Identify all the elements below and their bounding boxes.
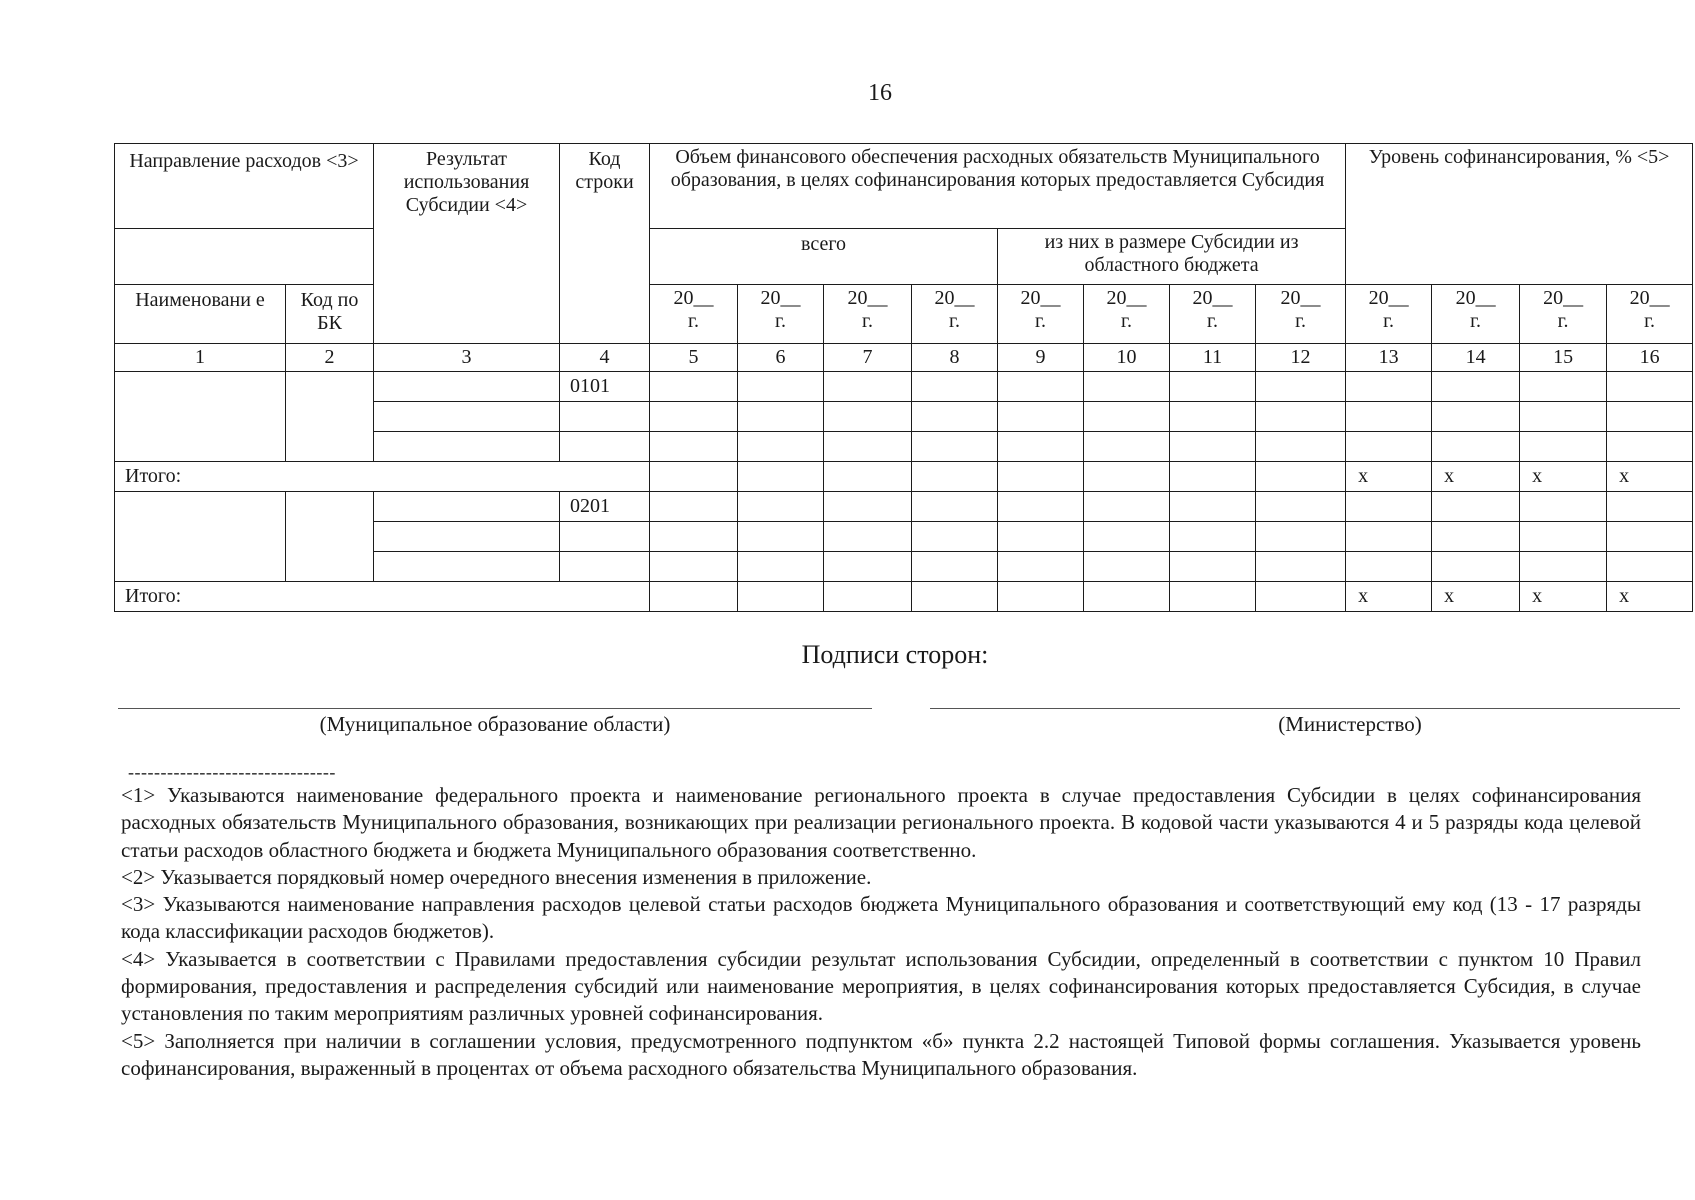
table-row [115, 372, 1693, 402]
value-cell[interactable] [650, 372, 738, 402]
value-cell[interactable] [650, 462, 738, 492]
column-number: 10 [1084, 344, 1170, 372]
year-header: 20__ г. [1256, 285, 1346, 344]
value-cell[interactable] [1084, 372, 1170, 402]
value-cell[interactable] [1346, 492, 1432, 522]
value-cell[interactable] [1346, 432, 1432, 462]
direction-name-cell[interactable] [115, 372, 286, 462]
value-cell[interactable] [1520, 492, 1607, 522]
footnote-2: <2> Указывается порядковый номер очередного внесения изменения в приложение. [121, 864, 872, 889]
value-cell[interactable] [1170, 582, 1256, 612]
value-cell[interactable] [824, 432, 912, 462]
value-cell[interactable] [738, 432, 824, 462]
code-cell[interactable] [560, 552, 650, 582]
total-mark: x [1607, 582, 1693, 612]
code-cell[interactable] [560, 402, 650, 432]
header-code: Код строки [560, 144, 650, 344]
value-cell[interactable] [1520, 402, 1607, 432]
value-cell[interactable] [1346, 552, 1432, 582]
header-result: Результат использования Субсидии <4> [374, 144, 560, 344]
column-number: 11 [1170, 344, 1256, 372]
value-cell[interactable] [1170, 372, 1256, 402]
column-number: 5 [650, 344, 738, 372]
value-cell[interactable] [1607, 402, 1693, 432]
ministry-signature-line[interactable] [930, 708, 1680, 709]
value-cell[interactable] [1607, 492, 1693, 522]
year-header: 20__ г. [1170, 285, 1256, 344]
value-cell[interactable] [738, 522, 824, 552]
value-cell[interactable] [1607, 552, 1693, 582]
row-code: 0201 [560, 492, 650, 522]
value-cell[interactable] [1170, 552, 1256, 582]
value-cell[interactable] [1256, 522, 1346, 552]
value-cell[interactable] [1432, 492, 1520, 522]
subsidy-table [114, 143, 1693, 612]
value-cell[interactable] [650, 402, 738, 432]
value-cell[interactable] [1256, 582, 1346, 612]
year-header: 20__ г. [738, 285, 824, 344]
year-header: 20__ г. [1084, 285, 1170, 344]
column-number: 16 [1607, 344, 1693, 372]
row-code: 0101 [560, 372, 650, 402]
year-header: 20__ г. [1346, 285, 1432, 344]
value-cell[interactable] [912, 492, 998, 522]
total-mark: x [1346, 582, 1432, 612]
value-cell[interactable] [998, 372, 1084, 402]
value-cell[interactable] [1520, 432, 1607, 462]
value-cell[interactable] [1256, 552, 1346, 582]
value-cell[interactable] [650, 552, 738, 582]
total-row [115, 582, 1693, 612]
footnotes [121, 782, 1641, 1082]
value-cell[interactable] [824, 522, 912, 552]
header-from-regional: из них в размере Субсидии из областного бюджета [998, 229, 1346, 285]
value-cell[interactable] [738, 492, 824, 522]
total-mark: x [1432, 462, 1520, 492]
value-cell[interactable] [824, 372, 912, 402]
result-cell[interactable] [374, 402, 560, 432]
value-cell[interactable] [824, 582, 912, 612]
code-cell[interactable] [560, 432, 650, 462]
value-cell[interactable] [998, 432, 1084, 462]
total-label: Итого: [115, 462, 650, 492]
column-number: 14 [1432, 344, 1520, 372]
value-cell[interactable] [1084, 402, 1170, 432]
total-mark: x [1346, 462, 1432, 492]
value-cell[interactable] [650, 492, 738, 522]
result-cell[interactable] [374, 372, 560, 402]
result-cell[interactable] [374, 522, 560, 552]
value-cell[interactable] [998, 462, 1084, 492]
value-cell[interactable] [998, 402, 1084, 432]
header-name: Наименовани е [115, 285, 286, 344]
value-cell[interactable] [824, 402, 912, 432]
year-header: 20__ г. [1432, 285, 1520, 344]
value-cell[interactable] [738, 462, 824, 492]
year-header: 20__ г. [650, 285, 738, 344]
value-cell[interactable] [650, 522, 738, 552]
value-cell[interactable] [1084, 432, 1170, 462]
value-cell[interactable] [824, 462, 912, 492]
column-number: 7 [824, 344, 912, 372]
total-row [115, 462, 1693, 492]
value-cell[interactable] [912, 552, 998, 582]
column-number: 9 [998, 344, 1084, 372]
result-cell[interactable] [374, 432, 560, 462]
value-cell[interactable] [1084, 582, 1170, 612]
year-header: 20__ г. [824, 285, 912, 344]
value-cell[interactable] [1170, 462, 1256, 492]
header-direction-spacer [115, 229, 374, 285]
value-cell[interactable] [912, 402, 998, 432]
total-mark: x [1607, 462, 1693, 492]
value-cell[interactable] [1256, 462, 1346, 492]
value-cell[interactable] [1607, 432, 1693, 462]
bk-code-cell[interactable] [286, 492, 374, 582]
municipal-signature-caption: (Муниципальное образование области) [319, 712, 671, 736]
footnote-3: <3> Указываются наименование направления расходов целевой статьи расходов бюджета Муниципального образования и соответствующий ему код (13 - 17 разряды кода классификации расходов бюджетов). [121, 892, 1641, 944]
value-cell[interactable] [738, 552, 824, 582]
value-cell[interactable] [738, 582, 824, 612]
value-cell[interactable] [1432, 552, 1520, 582]
value-cell[interactable] [1346, 402, 1432, 432]
bk-code-cell[interactable] [286, 372, 374, 462]
header-total: всего [650, 229, 998, 285]
footnote-5: <5> Заполняется при наличии в соглашении условия, предусмотренного подпунктом «б» пункта 2.2 настоящей Типовой формы соглашения. Указывается уровень софинансирования, выраженный в процентах от объема расходного обязательства Муниципального образования. [121, 1028, 1641, 1080]
column-number: 1 [115, 344, 286, 372]
value-cell[interactable] [1170, 492, 1256, 522]
value-cell[interactable] [1084, 552, 1170, 582]
footnote-1: <1> Указываются наименование федерального проекта и наименование регионального проекта в случае предоставления Субсидии в целях софинансирования расходных обязательств Муниципального образования, возникающих при реализации регионального проекта. В кодовой части указываются 4 и 5 разряды кода целевой статьи расходов областного бюджета и бюджета Муниципального образования соответственно. [121, 783, 1641, 862]
header-volume: Объем финансового обеспечения расходных обязательств Муниципального образования, в целях софинансирования которых предоставляется Субсидия [650, 144, 1346, 229]
column-number: 12 [1256, 344, 1346, 372]
value-cell[interactable] [912, 462, 998, 492]
value-cell[interactable] [998, 522, 1084, 552]
value-cell[interactable] [1170, 432, 1256, 462]
value-cell[interactable] [1520, 372, 1607, 402]
footnote-separator: -------------------------------- [128, 762, 336, 782]
value-cell[interactable] [1432, 522, 1520, 552]
value-cell[interactable] [912, 372, 998, 402]
value-cell[interactable] [1520, 552, 1607, 582]
year-header: 20__ г. [912, 285, 998, 344]
footnote-4: <4> Указывается в соответствии с Правилами предоставления субсидии результат использования Субсидии, определенный в соответствии с пунктом 10 Правил формирования, предоставления и распределения субсидий или наименование мероприятия, в целях софинансирования которых предоставляется Субсидия, в случае установления по таким мероприятиям различных уровней софинансирования. [121, 946, 1641, 1026]
result-cell[interactable] [374, 552, 560, 582]
value-cell[interactable] [1256, 492, 1346, 522]
value-cell[interactable] [1346, 372, 1432, 402]
code-cell[interactable] [560, 522, 650, 552]
value-cell[interactable] [650, 582, 738, 612]
value-cell[interactable] [1084, 522, 1170, 552]
column-number: 15 [1520, 344, 1607, 372]
year-header: 20__ г. [1520, 285, 1607, 344]
table-row [115, 492, 1693, 522]
value-cell[interactable] [738, 402, 824, 432]
total-label: Итого: [115, 582, 650, 612]
value-cell[interactable] [1432, 402, 1520, 432]
signatures-title: Подписи сторон: [801, 640, 989, 669]
result-cell[interactable] [374, 492, 560, 522]
value-cell[interactable] [998, 552, 1084, 582]
value-cell[interactable] [998, 582, 1084, 612]
value-cell[interactable] [1256, 372, 1346, 402]
value-cell[interactable] [650, 432, 738, 462]
column-number-row [115, 344, 1693, 372]
value-cell[interactable] [912, 432, 998, 462]
municipal-signature-line[interactable] [118, 708, 872, 709]
value-cell[interactable] [1084, 492, 1170, 522]
value-cell[interactable] [1432, 372, 1520, 402]
value-cell[interactable] [1084, 462, 1170, 492]
column-number: 3 [374, 344, 560, 372]
value-cell[interactable] [1256, 402, 1346, 432]
value-cell[interactable] [912, 522, 998, 552]
header-direction: Направление расходов <3> [115, 144, 374, 229]
total-mark: x [1520, 462, 1607, 492]
column-number: 8 [912, 344, 998, 372]
value-cell[interactable] [1170, 402, 1256, 432]
year-header: 20__ г. [1607, 285, 1693, 344]
value-cell[interactable] [1607, 522, 1693, 552]
value-cell[interactable] [738, 372, 824, 402]
total-mark: x [1432, 582, 1520, 612]
value-cell[interactable] [1170, 522, 1256, 552]
column-number: 2 [286, 344, 374, 372]
total-mark: x [1520, 582, 1607, 612]
value-cell[interactable] [1520, 522, 1607, 552]
page-number: 16 [868, 80, 892, 106]
value-cell[interactable] [1256, 432, 1346, 462]
header-bk-code: Код по БК [286, 285, 374, 344]
header-cofin-level: Уровень софинансирования, % <5> [1346, 144, 1693, 285]
value-cell[interactable] [1607, 372, 1693, 402]
value-cell[interactable] [998, 492, 1084, 522]
direction-name-cell[interactable] [115, 492, 286, 582]
value-cell[interactable] [824, 552, 912, 582]
year-header: 20__ г. [998, 285, 1084, 344]
column-number: 6 [738, 344, 824, 372]
value-cell[interactable] [1346, 522, 1432, 552]
column-number: 13 [1346, 344, 1432, 372]
column-number: 4 [560, 344, 650, 372]
value-cell[interactable] [824, 492, 912, 522]
value-cell[interactable] [1432, 432, 1520, 462]
ministry-signature-caption: (Министерство) [1278, 712, 1422, 736]
value-cell[interactable] [912, 582, 998, 612]
